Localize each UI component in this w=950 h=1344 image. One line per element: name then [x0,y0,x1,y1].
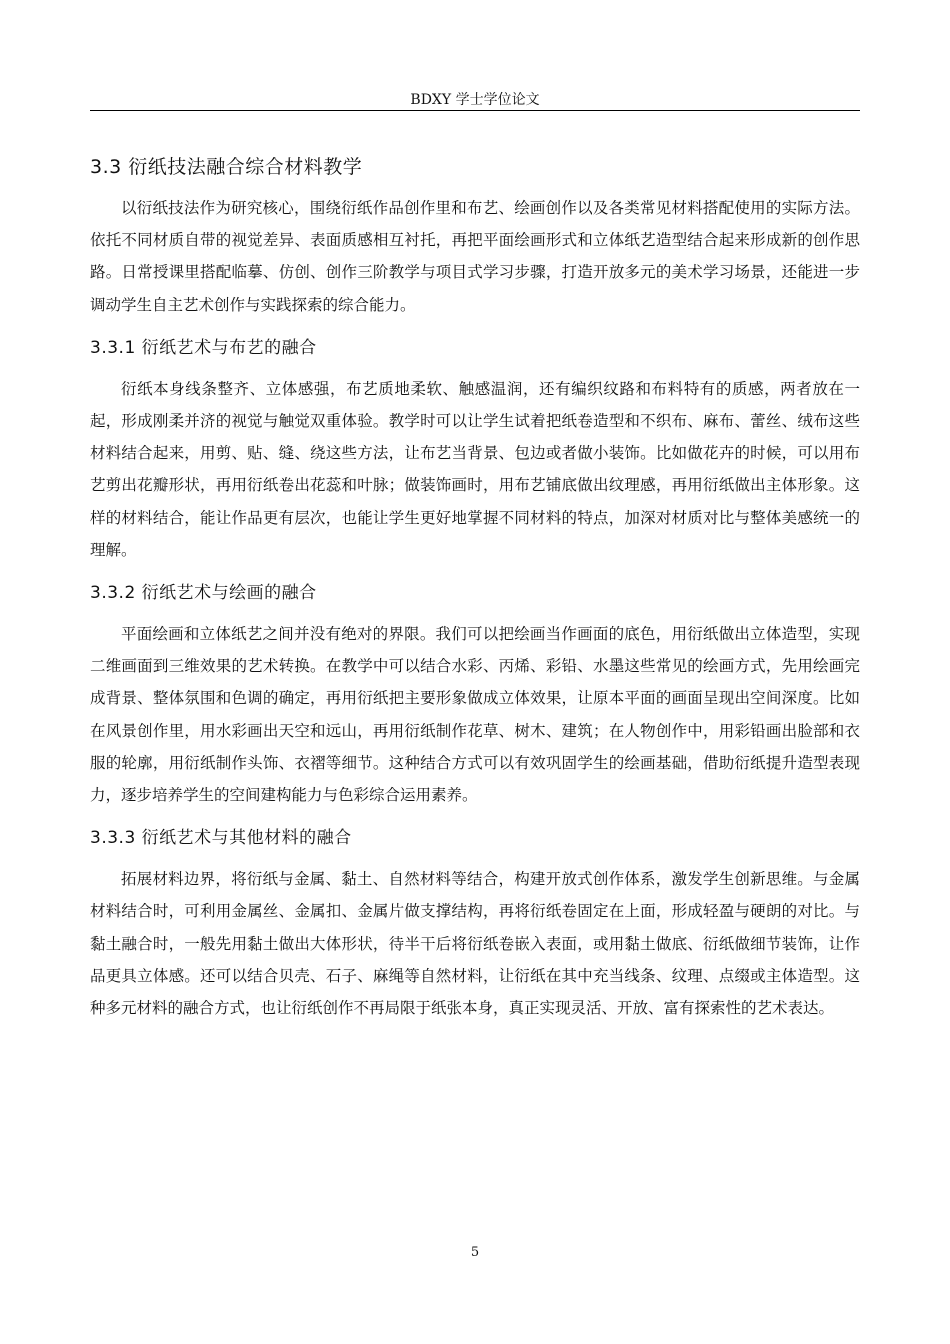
header-rule [90,110,860,111]
subsection-paragraph-3-3-3: 拓展材料边界，将衍纸与金属、黏土、自然材料等结合，构建开放式创作体系，激发学生创新思维。与金属材料结合时，可利用金属丝、金属扣、金属片做支撑结构，再将衍纸卷固定在上面，形成轻盈与硬朗的对比。与黏土融合时，一般先用黏土做出大体形状，待半干后将衍纸卷嵌入表面，或用黏土做底、衍纸做细节装饰，让作品更具立体感。还可以结合贝壳、石子、麻绳等自然材料，让衍纸在其中充当线条、纹理、点缀或主体造型。这种多元材料的融合方式，也让衍纸创作不再局限于纸张本身，真正实现灵活、开放、富有探索性的艺术表达。 [90,870,860,1018]
running-header: BDXY 学士学位论文 [410,92,540,108]
subsection-paragraph-3-3-1: 衍纸本身线条整齐、立体感强，布艺质地柔软、触感温润，还有编织纹路和布料特有的质感，两者放在一起，形成刚柔并济的视觉与触觉双重体验。教学时可以让学生试着把纸卷造型和不织布、麻布、蕾丝、绒布这些材料结合起来，用剪、贴、缝、绕这些方法，让布艺当背景、包边或者做小装饰。比如做花卉的时候，可以用布艺剪出花瓣形状，再用衍纸卷出花蕊和叶脉；做装饰画时，用布艺铺底做出纹理感，再用衍纸做出主体形象。这样的材料结合，能让作品更有层次，也能让学生更好地掌握不同材料的特点，加深对材质对比与整体美感统一的理解。 [90,379,860,559]
subsection-title-3-3-1: 3.3.1 衍纸艺术与布艺的融合 [90,337,317,358]
subsection-title-3-3-2: 3.3.2 衍纸艺术与绘画的融合 [90,583,317,604]
section-title: 3.3 衍纸技法融合综合材料教学 [90,156,363,178]
subsection-title-3-3-3: 3.3.3 衍纸艺术与其他材料的融合 [90,828,352,849]
section-intro-paragraph: 以衍纸技法作为研究核心，围绕衍纸作品创作里和布艺、绘画创作以及各类常见材料搭配使用的实际方法。依托不同材质自带的视觉差异、表面质感相互衬托，再把平面绘画形式和立体纸艺造型结合起来形成新的创作思路。日常授课里搭配临摹、仿创、创作三阶教学与项目式学习步骤，打造开放多元的美术学习场景，还能进一步调动学生自主艺术创作与实践探索的综合能力。 [90,199,860,314]
subsection-paragraph-3-3-2: 平面绘画和立体纸艺之间并没有绝对的界限。我们可以把绘画当作画面的底色，用衍纸做出立体造型，实现二维画面到三维效果的艺术转换。在教学中可以结合水彩、丙烯、彩铅、水墨这些常见的绘画方式，先用绘画完成背景、整体氛围和色调的确定，再用衍纸把主要形象做成立体效果，让原本平面的画面呈现出空间深度。比如在风景创作里，用水彩画出天空和远山，再用衍纸制作花草、树木、建筑；在人物创作中，用彩铅画出脸部和衣服的轮廓，用衍纸制作头饰、衣褶等细节。这种结合方式可以有效巩固学生的绘画基础，借助衍纸提升造型表现力，逐步培养学生的空间建构能力与色彩综合运用素养。 [90,625,860,805]
page-body [90,150,860,1024]
page-number: 5 [470,1245,480,1260]
